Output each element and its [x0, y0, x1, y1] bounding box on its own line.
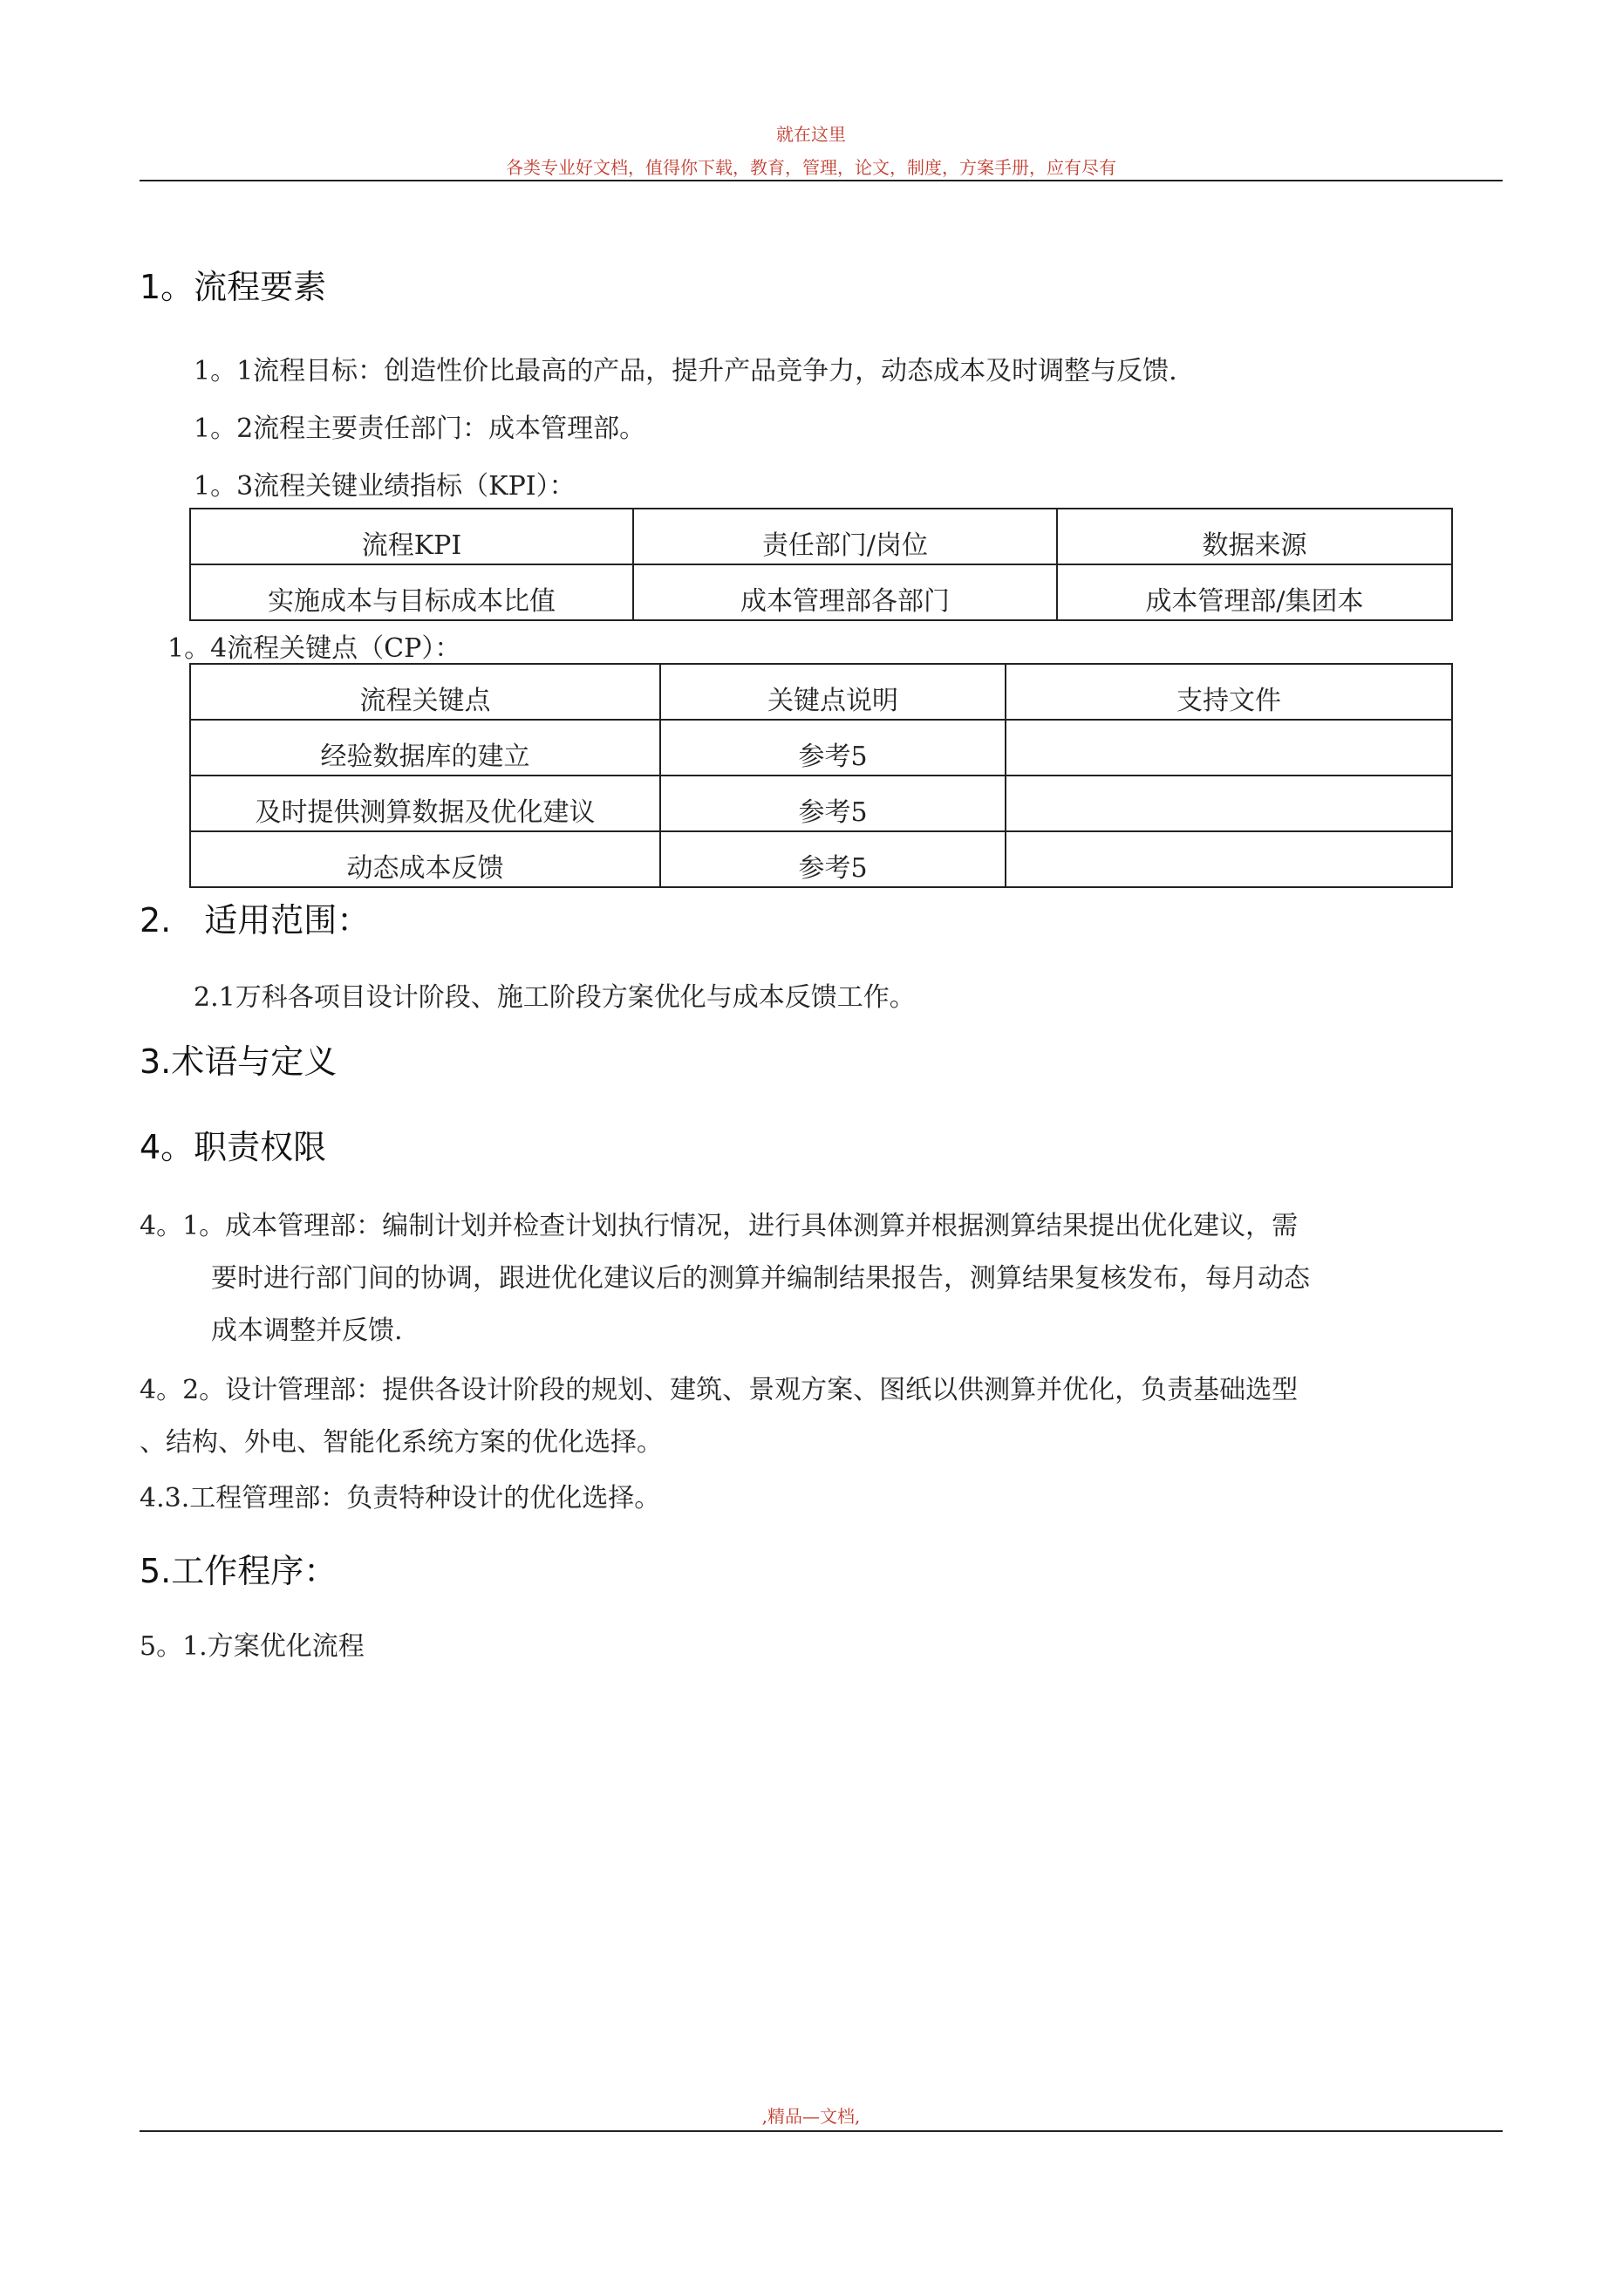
section-1-2-text: 1。2流程主要责任部门：成本管理部。 — [194, 413, 646, 444]
table-header-cell: 关键点说明 — [660, 664, 1006, 720]
table-row — [190, 776, 1452, 831]
footer-divider — [140, 2130, 1503, 2132]
section-1-1-text: 1。1流程目标：创造性价比最高的产品，提升产品竞争力，动态成本及时调整与反馈. — [194, 356, 1177, 386]
table-cell: 成本管理部/集团本 — [1057, 564, 1452, 620]
header-divider — [140, 180, 1503, 181]
kpi-table — [189, 508, 1453, 621]
table-header-cell: 数据来源 — [1057, 509, 1452, 564]
table-cell: 参考5 — [660, 720, 1006, 776]
table-header-cell: 流程关键点 — [190, 664, 660, 720]
section-2-heading: 2. 适用范围： — [140, 901, 371, 940]
footer-text: ,精品—文档, — [761, 2106, 861, 2127]
table-header-cell: 流程KPI — [190, 509, 633, 564]
section-5-1-text: 5。1.方案优化流程 — [140, 1631, 365, 1662]
table-cell: 参考5 — [660, 831, 1006, 887]
section-4-heading: 4。职责权限 — [140, 1128, 327, 1166]
section-1-4-text: 1。4流程关键点（CP）： — [167, 633, 461, 664]
table-cell: 及时提供测算数据及优化建议 — [190, 776, 660, 831]
section-4-2-line-1: 4。2。设计管理部：提供各设计阶段的规划、建筑、景观方案、图纸以供测算并优化，负责基础选型 — [140, 1375, 1299, 1405]
table-row — [190, 564, 1452, 620]
header-subtitle: 各类专业好文档，值得你下载，教育，管理，论文，制度，方案手册，应有尽有 — [506, 157, 1116, 178]
table-row — [190, 831, 1452, 887]
table-header-row — [190, 664, 1452, 720]
cp-table — [189, 663, 1453, 888]
section-3-heading: 3.术语与定义 — [140, 1042, 338, 1081]
section-5-heading: 5.工作程序： — [140, 1552, 338, 1590]
table-header-row — [190, 509, 1452, 564]
section-4-2-line-2: 、结构、外电、智能化系统方案的优化选择。 — [140, 1427, 663, 1458]
section-1-3-text: 1。3流程关键业绩指标（KPI）： — [194, 471, 576, 502]
section-1-heading: 1。流程要素 — [140, 268, 327, 306]
table-cell — [1006, 776, 1452, 831]
section-4-1-line-1: 4。1。成本管理部：编制计划并检查计划执行情况，进行具体测算并根据测算结果提出优化建议，需 — [140, 1211, 1299, 1241]
header-title: 就在这里 — [776, 124, 846, 145]
table-header-cell: 责任部门/岗位 — [633, 509, 1057, 564]
table-cell — [1006, 720, 1452, 776]
section-4-1-line-2: 要时进行部门间的协调，跟进优化建议后的测算并编制结果报告，测算结果复核发布，每月动态 — [211, 1263, 1310, 1294]
table-cell: 实施成本与目标成本比值 — [190, 564, 633, 620]
table-cell: 成本管理部各部门 — [633, 564, 1057, 620]
table-cell — [1006, 831, 1452, 887]
table-row — [190, 720, 1452, 776]
section-4-1-line-3: 成本调整并反馈. — [211, 1315, 403, 1346]
section-4-3-text: 4.3.工程管理部：负责特种设计的优化选择。 — [140, 1483, 661, 1514]
table-header-cell: 支持文件 — [1006, 664, 1452, 720]
table-cell: 动态成本反馈 — [190, 831, 660, 887]
table-cell: 参考5 — [660, 776, 1006, 831]
section-2-1-text: 2.1万科各项目设计阶段、施工阶段方案优化与成本反馈工作。 — [194, 982, 916, 1013]
table-cell: 经验数据库的建立 — [190, 720, 660, 776]
